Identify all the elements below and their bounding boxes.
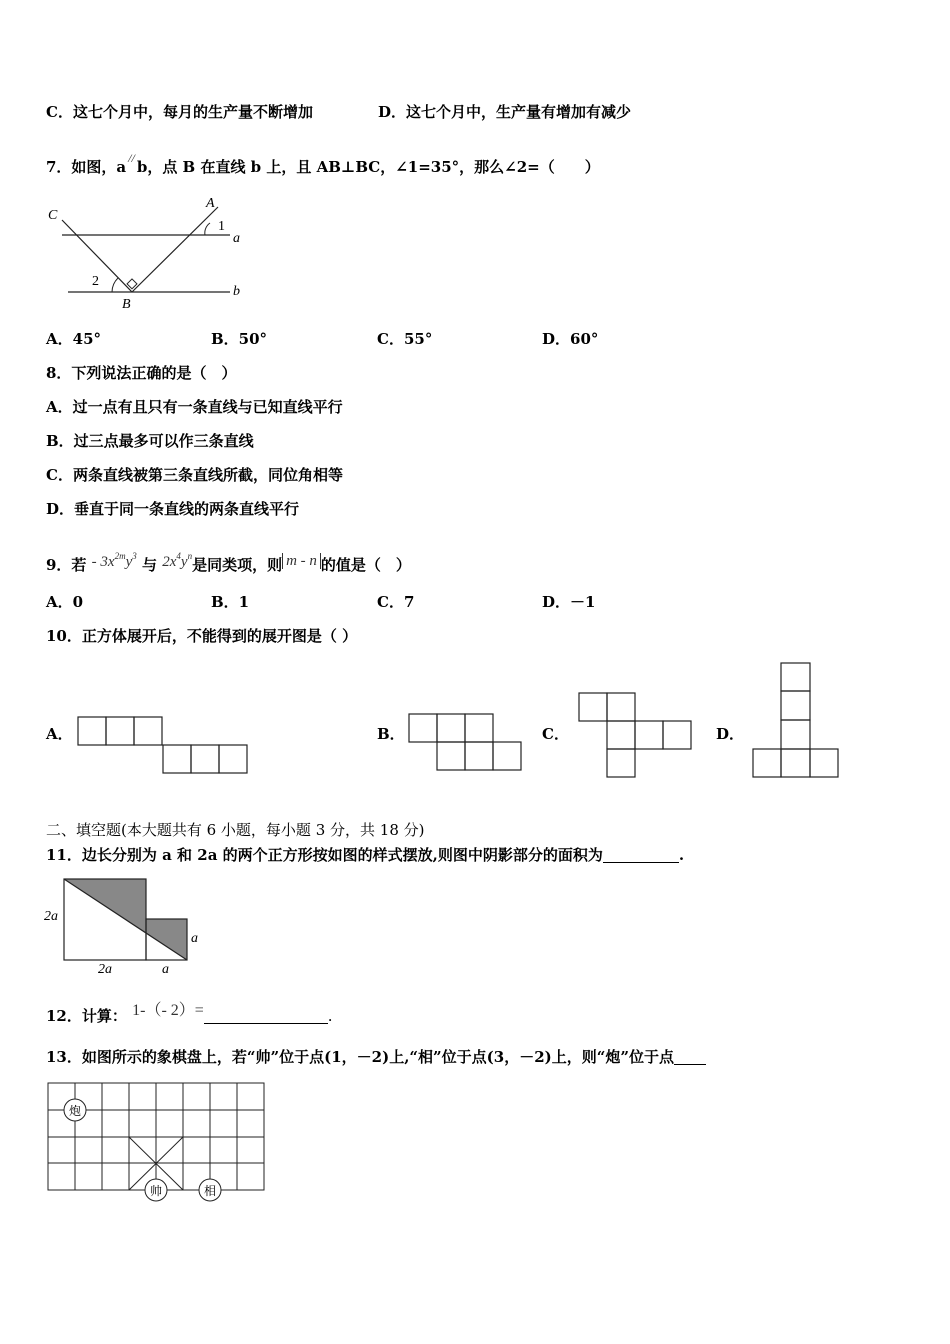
- q10-option-d-label: D．: [716, 725, 745, 743]
- label-angle-1: 1: [218, 219, 225, 234]
- net-c: [579, 693, 694, 779]
- q6-option-c: C．这七个月中，每月的生产量不断增加: [46, 103, 313, 121]
- q12-end: .: [327, 1007, 333, 1025]
- q13-answer-blank[interactable]: [674, 1064, 706, 1065]
- term1-yexp: 3: [132, 551, 137, 561]
- label-a-line: a: [233, 231, 240, 246]
- label-left-2a: 2a: [44, 909, 58, 924]
- term1-y: y: [125, 554, 133, 570]
- q12-stem-text: 12．计算：: [46, 1007, 127, 1025]
- label-bottom-2a: 2a: [98, 962, 112, 977]
- q11-figure: [44, 876, 214, 976]
- q7-stem: [46, 148, 600, 177]
- q10-option-c-label: C．: [542, 725, 569, 743]
- parallel-symbol: //: [128, 151, 135, 165]
- chess-board: [46, 1082, 268, 1206]
- shuai-label: 帅: [149, 1184, 163, 1198]
- term1-exp: 2m: [114, 551, 126, 561]
- label-right-a: a: [191, 931, 198, 946]
- q11-stem: [46, 845, 684, 865]
- q8-option-a: A．过一点有且只有一条直线与已知直线平行: [46, 398, 343, 416]
- net-b: [409, 714, 524, 772]
- q11-stem-text: 11．边长分别为 a 和 2a 的两个正方形按如图的样式摆放,则图中阴影部分的面积为: [46, 846, 603, 864]
- net-d: [753, 663, 841, 779]
- label-bottom-a: a: [162, 962, 169, 977]
- q13-stem-text: 13．如图所示的象棋盘上，若“帅”位于点(1，－2)上,“相”位于点(3，－2)上，则“炮”位于点: [46, 1048, 675, 1066]
- term2-y: y: [180, 554, 188, 570]
- q12-expression: 1-（- 2）=: [132, 1002, 204, 1019]
- q9-option-a: A．0: [46, 593, 84, 611]
- term1: [91, 551, 137, 570]
- xiang-label: 相: [203, 1184, 217, 1198]
- label-b-point: B: [122, 297, 131, 312]
- angle-1-arc: [205, 223, 210, 235]
- q9-s2: 与: [141, 556, 157, 574]
- net-a: [78, 717, 250, 774]
- q8-stem: 8．下列说法正确的是（ ）: [46, 364, 237, 382]
- q7-option-a: A．45°: [46, 330, 102, 348]
- q9-s4: 的值是（ ）: [320, 556, 411, 574]
- q9-s3: 是同类项，则: [192, 556, 283, 574]
- q7-option-c: C．55°: [377, 330, 433, 348]
- term1-base: - 3x: [91, 554, 115, 570]
- line-ab: [132, 207, 218, 292]
- q7-option-d: D．60°: [542, 330, 599, 348]
- q12-stem: [46, 1001, 333, 1026]
- abs-value: m - n: [282, 553, 321, 569]
- term2-exp: 4: [176, 551, 181, 561]
- piece-xiang: [199, 1179, 221, 1201]
- q13-stem: [46, 1047, 706, 1067]
- q12-answer-blank[interactable]: [204, 1023, 328, 1024]
- piece-pao: [64, 1099, 86, 1121]
- label-c: C: [48, 208, 58, 223]
- label-b-line: b: [233, 284, 240, 299]
- q9-s1: 9．若: [46, 556, 87, 574]
- term2: [162, 551, 193, 570]
- q7-figure: [40, 195, 260, 315]
- angle-2-arc: [112, 278, 118, 292]
- q9-option-c: C．7: [377, 593, 415, 611]
- q7-stem-prefix: 7．如图，a: [46, 158, 127, 176]
- q8-option-d: D．垂直于同一条直线的两条直线平行: [46, 500, 300, 518]
- q11-answer-blank[interactable]: [603, 862, 679, 863]
- label-angle-2: 2: [92, 274, 99, 289]
- label-a-point: A: [206, 196, 215, 211]
- q11-end: .: [678, 846, 685, 864]
- term2-base: 2x: [162, 554, 177, 570]
- right-angle-mark: [127, 279, 137, 289]
- q10-option-a-label: A．: [46, 725, 73, 743]
- piece-shuai: [145, 1179, 167, 1201]
- q8-option-c: C．两条直线被第三条直线所截，同位角相等: [46, 466, 343, 484]
- q9-option-b: B．1: [211, 593, 250, 611]
- section-2-title: 二、填空题(本大题共有 6 小题，每小题 3 分，共 18 分): [46, 821, 425, 839]
- q7-option-b: B．50°: [211, 330, 268, 348]
- q9-stem: [46, 546, 411, 575]
- q8-option-b: B．过三点最多可以作三条直线: [46, 432, 254, 450]
- q9-option-d: D．－1: [542, 593, 596, 611]
- q6-option-d: D．这七个月中，生产量有增加有减少: [378, 103, 632, 121]
- q10-option-b-label: B．: [377, 725, 405, 743]
- q7-stem-suffix: b，点 B 在直线 b 上，且 AB⊥BC，∠1=35°，那么∠2=（ ）: [136, 158, 600, 176]
- term2-yexp: n: [187, 551, 193, 561]
- pao-label: 炮: [68, 1104, 82, 1118]
- q10-stem: 10．正方体展开后，不能得到的展开图是（ ）: [46, 627, 358, 645]
